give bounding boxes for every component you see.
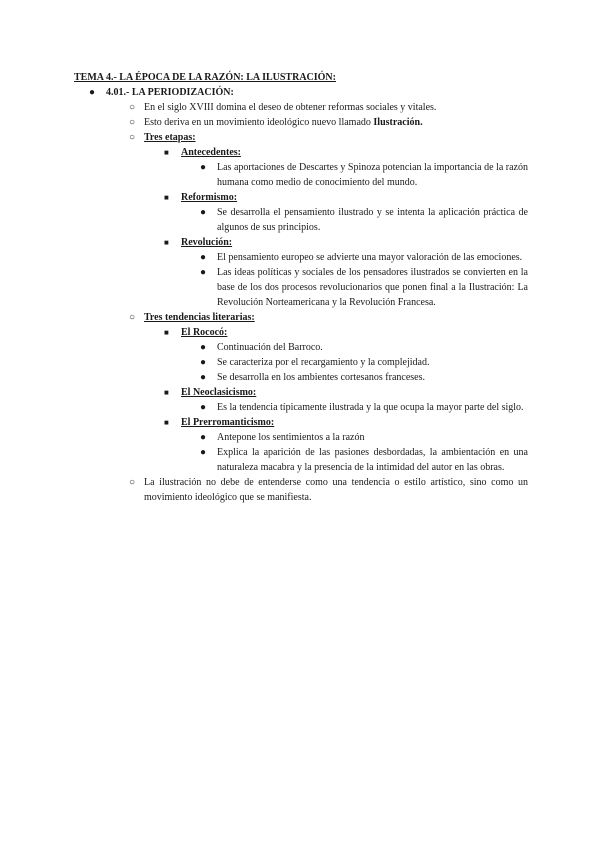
trend-label-neoclasicismo: El Neoclasicismo: [181, 387, 257, 398]
intro-text: Esto deriva en un movimiento ideológico nuevo llamado [144, 117, 374, 128]
filled-bullet-icon: ● [200, 372, 207, 383]
page-title: TEMA 4.- LA ÉPOCA DE LA RAZÓN: LA ILUSTRACIÓN: [74, 72, 336, 83]
trend-label-prerromanticismo: El Prerromanticismo: [181, 417, 275, 428]
square-bullet-icon: ■ [164, 418, 169, 427]
filled-bullet-icon: ● [89, 87, 96, 98]
filled-bullet-icon: ● [200, 432, 207, 443]
list-item [0, 205, 600, 235]
item-text: Se desarrolla en los ambientes cortesanos franceses. [217, 372, 425, 383]
filled-bullet-icon: ● [200, 357, 207, 368]
item-text: Antepone los sentimientos a la razón [217, 432, 365, 443]
filled-bullet-icon: ● [200, 447, 207, 458]
stage-label-reformismo: Reformismo: [181, 192, 238, 203]
trend-label-rococo: El Rococó: [181, 327, 228, 338]
list-item [0, 250, 600, 265]
hollow-bullet-icon: ○ [129, 117, 136, 128]
hollow-bullet-icon: ○ [129, 312, 136, 323]
square-bullet-icon: ■ [164, 388, 169, 397]
square-bullet-icon: ■ [164, 193, 169, 202]
hollow-bullet-icon: ○ [129, 477, 136, 488]
item-text: Explica la aparición de las pasiones desbordadas, la ambientación en una naturaleza macabra y la presencia de la intimidad del autor en las obras. [217, 447, 528, 473]
list-item [0, 310, 600, 325]
stage-label-revolucion: Revolución: [181, 237, 233, 248]
stage-label-antecedentes: Antecedentes: [181, 147, 241, 158]
hollow-bullet-icon: ○ [129, 102, 136, 113]
section-heading-text: 4.01.- LA PERIODIZACIÓN: [106, 87, 234, 98]
conclusion-text: La ilustración no debe de entenderse como una tendencia o estilo artístico, sino como un movimiento ideológico que se manifiesta. [144, 477, 528, 503]
square-bullet-icon: ■ [164, 148, 169, 157]
list-item [0, 265, 600, 310]
filled-bullet-icon: ● [200, 162, 207, 173]
list-item [0, 445, 600, 475]
intro-text: En el siglo XVIII domina el deseo de obtener reformas sociales y vitales. [144, 102, 437, 113]
subheading [0, 190, 600, 205]
subheading [0, 415, 600, 430]
list-item [0, 370, 600, 385]
filled-bullet-icon: ● [200, 252, 207, 263]
subheading [0, 235, 600, 250]
list-item [0, 115, 600, 130]
filled-bullet-icon: ● [200, 342, 207, 353]
filled-bullet-icon: ● [200, 267, 207, 278]
filled-bullet-icon: ● [200, 402, 207, 413]
stages-heading: Tres etapas: [144, 132, 196, 143]
square-bullet-icon: ■ [164, 328, 169, 337]
square-bullet-icon: ■ [164, 238, 169, 247]
item-text: Se desarrolla el pensamiento ilustrado y se intenta la aplicación práctica de algunos de sus principios. [217, 207, 528, 233]
item-text: Es la tendencia típicamente ilustrada y la que ocupa la mayor parte del siglo. [217, 402, 524, 413]
item-text: Se caracteriza por el recargamiento y la complejidad. [217, 357, 430, 368]
list-item [0, 100, 600, 115]
list-item [0, 355, 600, 370]
item-text: El pensamiento europeo se advierte una mayor valoración de las emociones. [217, 252, 523, 263]
subheading [0, 325, 600, 340]
intro-bold-term: Ilustración. [373, 117, 423, 128]
list-item [0, 400, 600, 415]
list-item [0, 340, 600, 355]
section-heading [0, 85, 600, 100]
item-text: Continuación del Barroco. [217, 342, 323, 353]
list-item [0, 430, 600, 445]
item-text: Las ideas políticas y sociales de los pensadores ilustrados se convierten en la base de los dos procesos revolucionarios que ponen final a la Ilustración: La Revolución Norteamericana y la Revolución Francesa. [217, 267, 528, 308]
item-text: Las aportaciones de Descartes y Spinoza potencian la importancia de la razón humana como medio de conocimiento del mundo. [217, 162, 528, 188]
list-item [0, 160, 600, 190]
document-body [0, 70, 600, 505]
subheading [0, 145, 600, 160]
hollow-bullet-icon: ○ [129, 132, 136, 143]
list-item [0, 130, 600, 145]
subheading [0, 385, 600, 400]
filled-bullet-icon: ● [200, 207, 207, 218]
trends-heading: Tres tendencias literarias: [144, 312, 255, 323]
list-item [0, 475, 600, 505]
